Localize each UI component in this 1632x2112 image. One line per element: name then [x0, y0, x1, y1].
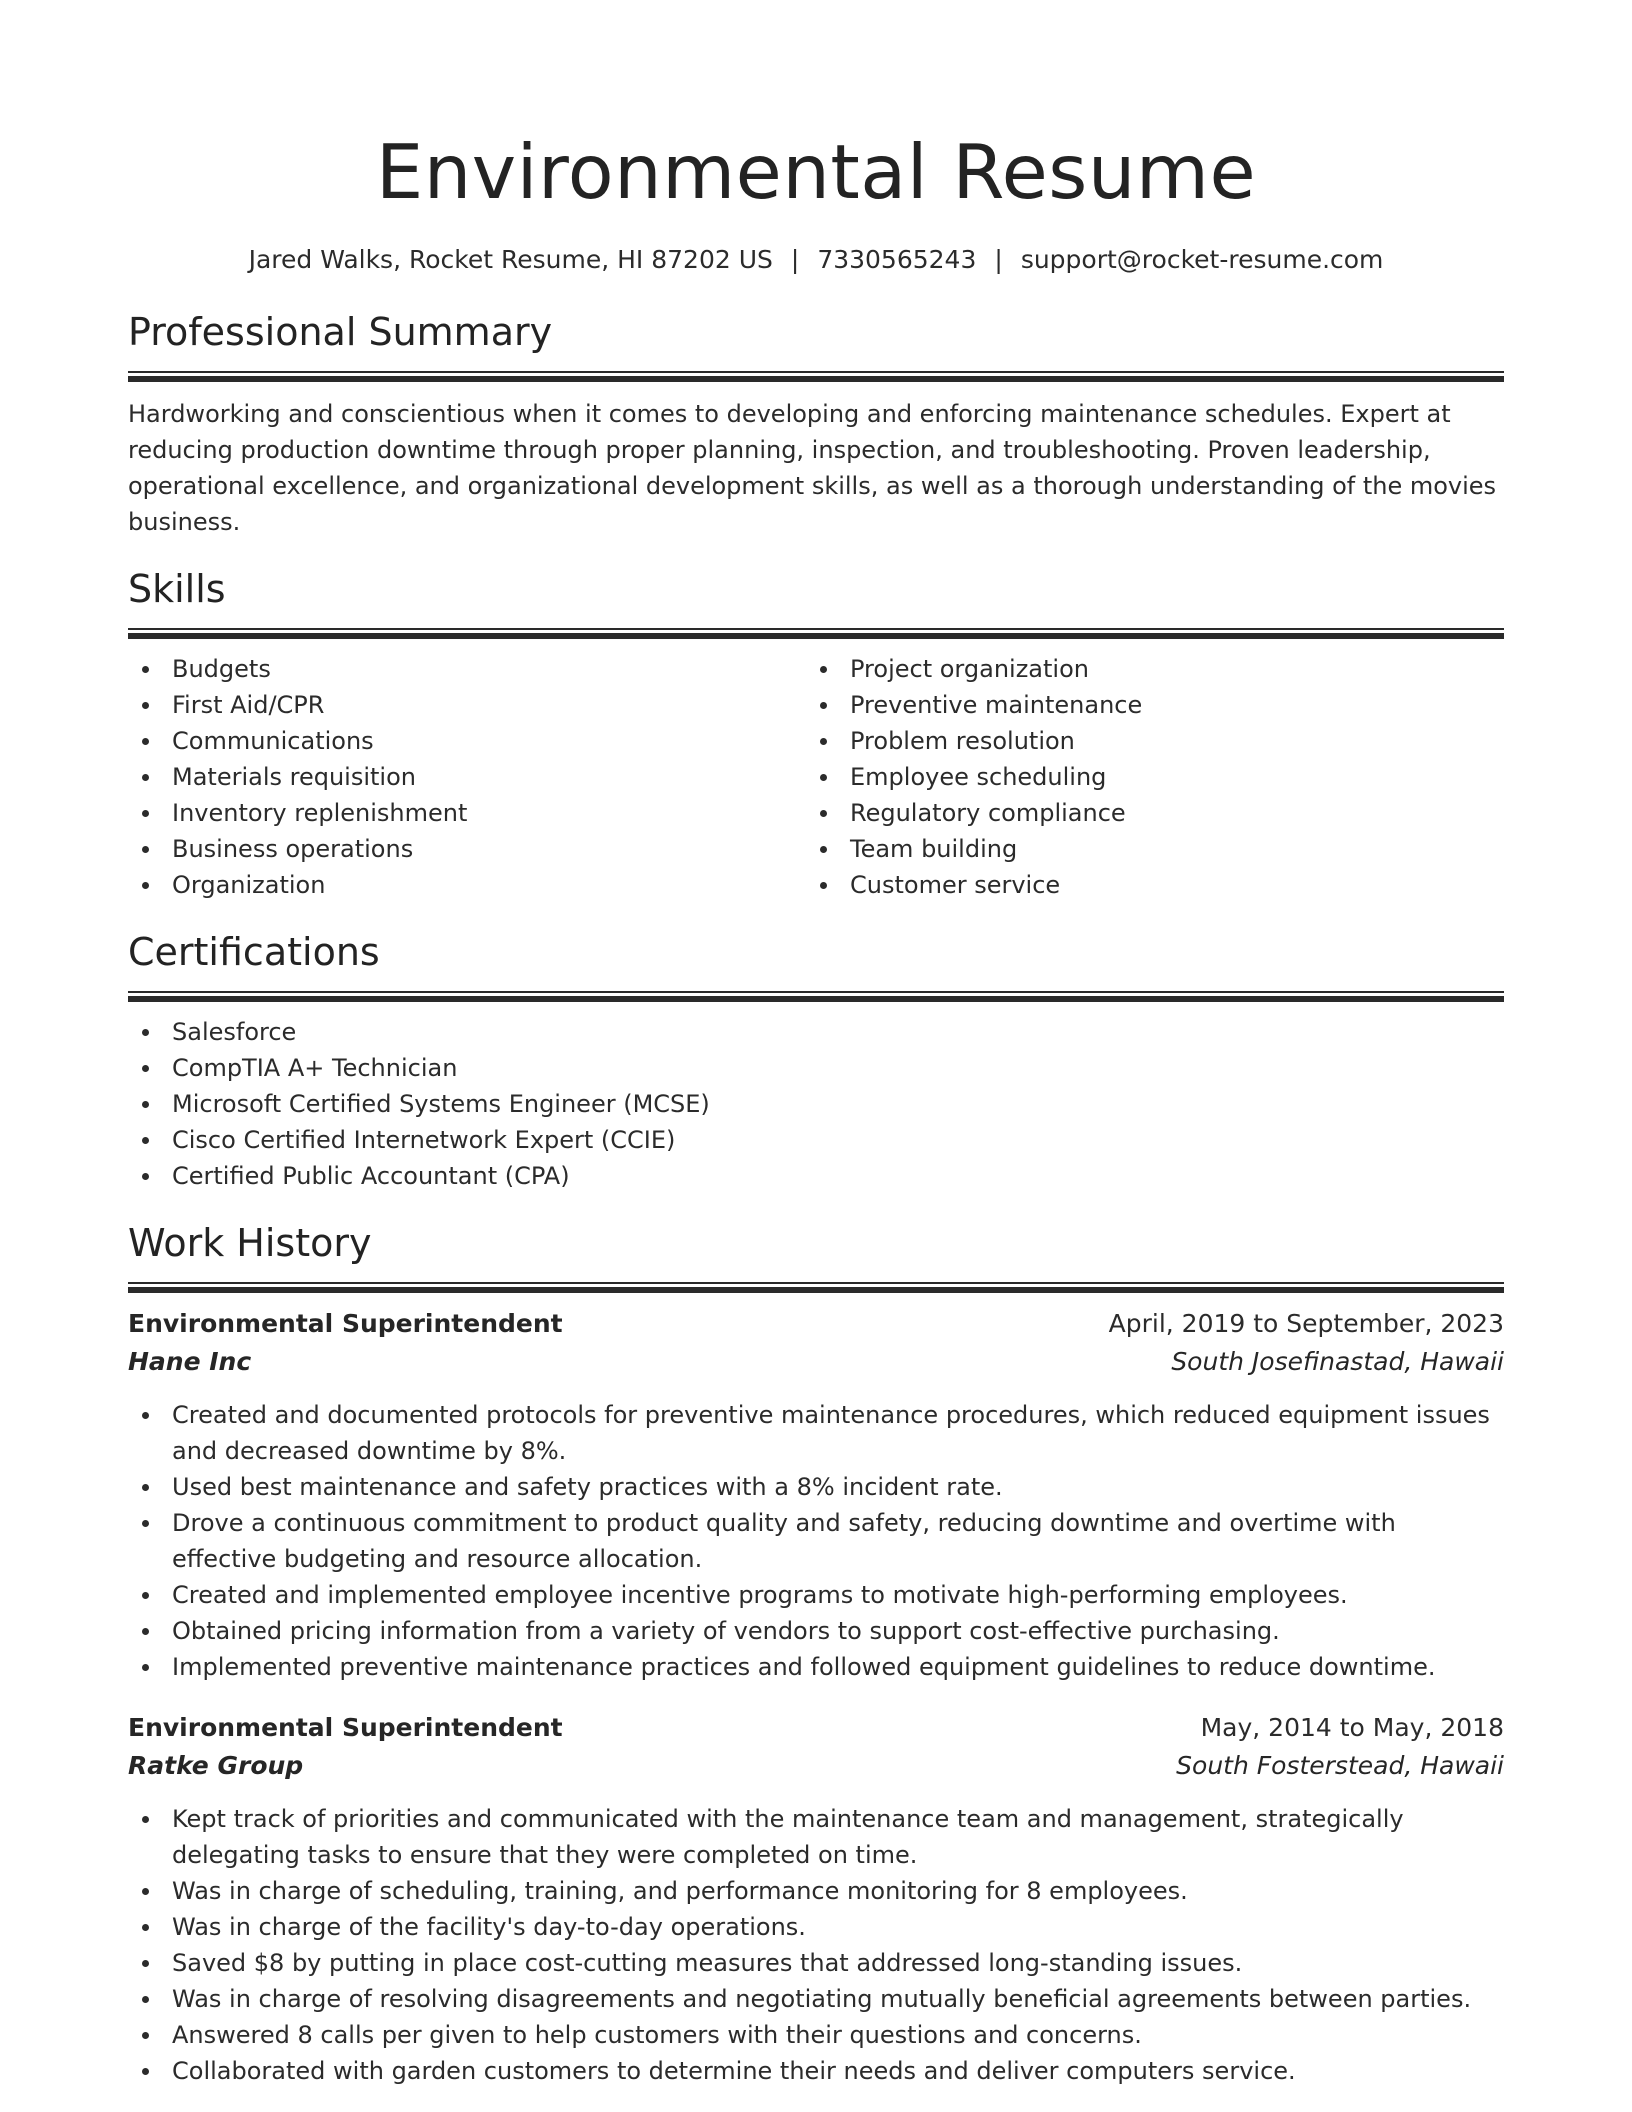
- contact-separator: |: [994, 245, 1003, 274]
- job-location: South Josefinastad, Hawaii: [1171, 1347, 1504, 1376]
- resume-title: Environmental Resume: [375, 128, 1257, 216]
- resume-page: [128, 0, 1504, 2089]
- summary-heading: Professional Summary: [128, 310, 553, 354]
- job-company: Ratke Group: [128, 1751, 304, 1780]
- job-bullets: [128, 1801, 1504, 2089]
- skill-item: Regulatory compliance: [850, 795, 1484, 831]
- skill-item: Organization: [172, 867, 806, 903]
- job-bullet: Created and documented protocols for preventive maintenance procedures, which reduced equipment issues and decreased downtime by 8%.: [172, 1397, 1504, 1469]
- job-location: South Fosterstead, Hawaii: [1176, 1751, 1504, 1780]
- certification-item: Certified Public Accountant (CPA): [172, 1158, 1504, 1194]
- skills-list-right: [806, 651, 1484, 903]
- skills-grid: [128, 651, 1504, 903]
- contact-separator: |: [790, 245, 800, 274]
- skill-item: First Aid/CPR: [172, 687, 806, 723]
- skill-item: Preventive maintenance: [850, 687, 1484, 723]
- skill-item: Team building: [850, 831, 1484, 867]
- skills-heading: Skills: [128, 567, 226, 611]
- section-divider: [128, 371, 1504, 382]
- summary-section: [128, 307, 1504, 540]
- job-title: Environmental Superintendent: [128, 1713, 563, 1742]
- job-header: [128, 1709, 1504, 1747]
- summary-text: Hardworking and conscientious when it comes to developing and enforcing maintenance schedules. Expert at reducing production downtime through proper planning, inspection, and troubleshooting. Proven leadership, operational excellence, and organizational development skills, as well as a thorough understanding of the movies business.: [128, 400, 1497, 536]
- section-divider: [128, 1282, 1504, 1293]
- contact-line: [128, 243, 1504, 277]
- contact-phone: 7330565243: [817, 245, 977, 274]
- skills-list-left: [128, 651, 806, 903]
- certification-item: Cisco Certified Internetwork Expert (CCIE): [172, 1122, 1504, 1158]
- job-bullet: Saved $8 by putting in place cost-cutting measures that addressed long-standing issues.: [172, 1945, 1504, 1981]
- skill-item: Business operations: [172, 831, 806, 867]
- skill-item: Customer service: [850, 867, 1484, 903]
- job-bullet: Used best maintenance and safety practices with a 8% incident rate.: [172, 1469, 1504, 1505]
- certification-item: CompTIA A+ Technician: [172, 1050, 1504, 1086]
- job-bullet: Collaborated with garden customers to determine their needs and deliver computers service.: [172, 2053, 1504, 2089]
- job-dates: April, 2019 to September, 2023: [1108, 1309, 1504, 1338]
- skills-column-right: [806, 651, 1484, 903]
- job-bullets: [128, 1397, 1504, 1685]
- job-bullet: Kept track of priorities and communicated with the maintenance team and management, strategically delegating tasks to ensure that they were completed on time.: [172, 1801, 1504, 1873]
- job-bullet: Was in charge of resolving disagreements and negotiating mutually beneficial agreements between parties.: [172, 1981, 1504, 2017]
- work-history-heading: Work History: [128, 1221, 372, 1265]
- certification-item: Microsoft Certified Systems Engineer (MCSE): [172, 1086, 1504, 1122]
- job-entry: [128, 1305, 1504, 1685]
- contact-address: Jared Walks, Rocket Resume, HI 87202 US: [248, 245, 773, 274]
- job-bullet: Drove a continuous commitment to product quality and safety, reducing downtime and overtime with effective budgeting and resource allocation.: [172, 1505, 1504, 1577]
- certifications-heading: Certifications: [128, 930, 380, 974]
- job-bullet: Was in charge of the facility's day-to-day operations.: [172, 1909, 1504, 1945]
- job-dates: May, 2014 to May, 2018: [1200, 1713, 1504, 1742]
- section-divider: [128, 991, 1504, 1002]
- skill-item: Budgets: [172, 651, 806, 687]
- job-company: Hane Inc: [128, 1347, 252, 1376]
- skill-item: Inventory replenishment: [172, 795, 806, 831]
- job-subheader: [128, 1747, 1504, 1785]
- skill-item: Problem resolution: [850, 723, 1484, 759]
- skills-section: [128, 564, 1504, 903]
- skills-column-left: [128, 651, 806, 903]
- skill-item: Communications: [172, 723, 806, 759]
- job-entry: [128, 1709, 1504, 2089]
- job-title: Environmental Superintendent: [128, 1309, 563, 1338]
- job-bullet: Was in charge of scheduling, training, and performance monitoring for 8 employees.: [172, 1873, 1504, 1909]
- job-header: [128, 1305, 1504, 1343]
- section-divider: [128, 628, 1504, 639]
- job-subheader: [128, 1343, 1504, 1381]
- work-history-section: [128, 1218, 1504, 2089]
- job-bullet: Obtained pricing information from a variety of vendors to support cost-effective purchasing.: [172, 1613, 1504, 1649]
- job-bullet: Created and implemented employee incentive programs to motivate high-performing employees.: [172, 1577, 1504, 1613]
- skill-item: Project organization: [850, 651, 1484, 687]
- certifications-list: [128, 1014, 1504, 1194]
- job-bullet: Implemented preventive maintenance practices and followed equipment guidelines to reduce downtime.: [172, 1649, 1504, 1685]
- skill-item: Materials requisition: [172, 759, 806, 795]
- job-bullet: Answered 8 calls per given to help customers with their questions and concerns.: [172, 2017, 1504, 2053]
- skill-item: Employee scheduling: [850, 759, 1484, 795]
- certification-item: Salesforce: [172, 1014, 1504, 1050]
- certifications-section: [128, 927, 1504, 1194]
- contact-email: support@rocket-resume.com: [1020, 245, 1384, 274]
